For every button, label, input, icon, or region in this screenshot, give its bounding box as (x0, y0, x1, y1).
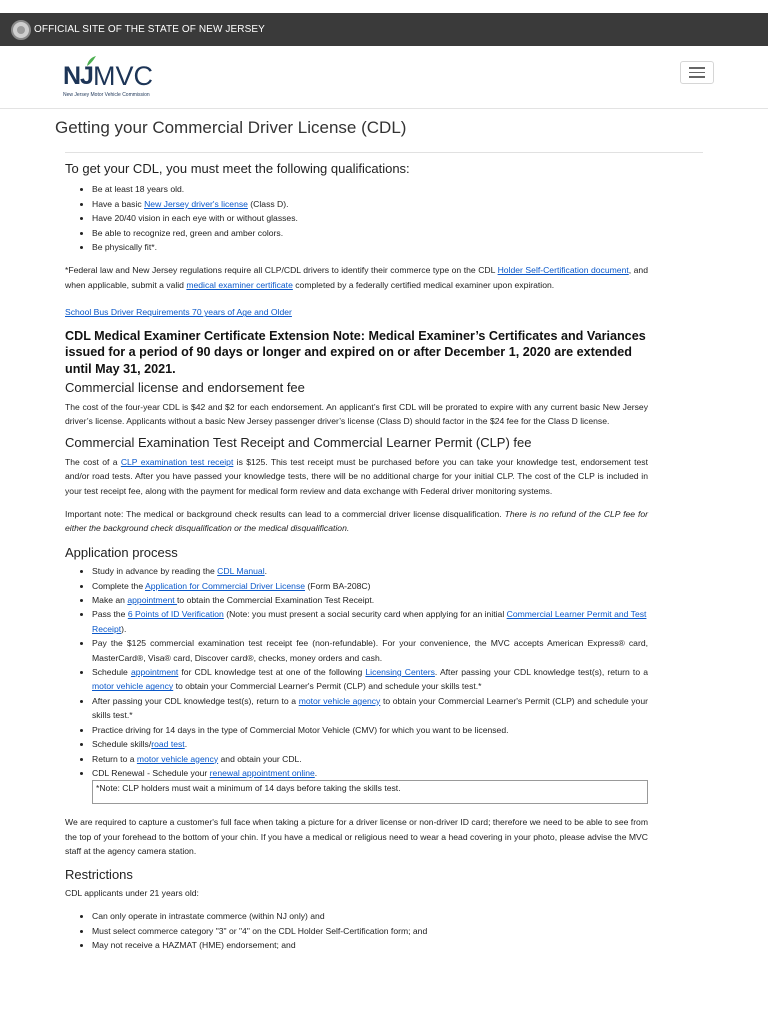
list-item (92, 636, 648, 665)
official-site-text: OFFICIAL SITE OF THE STATE OF NEW JERSEY (34, 24, 265, 35)
list-item (92, 197, 648, 211)
list-item-text: for CDL knowledge test at one of the following (178, 667, 366, 678)
motor-vehicle-agency-link[interactable]: motor vehicle agency (136, 753, 219, 764)
extension-note-heading: CDL Medical Examiner Certificate Extension Note: Medical Examiner’s Certificates and Variances issued for a period of 90 days or longer and expired on or after December 1, 2020 are extended until May 31, 2021. (65, 328, 646, 376)
list-item-text: Complete the (92, 580, 146, 591)
list-item-text: to obtain the Commercial Examination Test Receipt. (177, 595, 375, 606)
restrictions-list (65, 909, 648, 952)
list-item-text: Have 20/40 vision in each eye with or without glasses. (92, 213, 298, 224)
school-bus-requirements-link[interactable]: School Bus Driver Requirements 70 years of Age and Older (65, 307, 292, 318)
paragraph-text: , and when applicable, submit a valid (65, 265, 648, 290)
list-item-text: Be physically fit*. (92, 242, 157, 253)
list-item-text: After passing your CDL knowledge test(s), return to a (92, 695, 299, 706)
list-item (92, 752, 648, 766)
list-item (92, 182, 648, 196)
paragraph-text: *Federal law and New Jersey regulations require all CLP/CDL drivers to identify their commerce type on the CDL (65, 265, 498, 276)
motor-vehicle-agency-link[interactable]: motor vehicle agency (298, 695, 381, 706)
knowledge-test-appointment-link[interactable]: appointment (130, 667, 179, 678)
list-item: • Can only operate in intrastate commerce (within NJ only) and (92, 909, 648, 923)
photo-requirement-note: We are required to capture a customer's full face when taking a picture for a driver license or non-driver ID card; therefore we need to be able to see from the top of your forehead to the bottom of your chin. If you have a medical or religious need to wear a head covering in your photo, please advise the MVC staff at the agency camera station. (65, 817, 648, 857)
list-item-text: Return to a (92, 753, 137, 764)
federal-law-note (65, 263, 648, 292)
hamburger-icon-line (689, 67, 705, 69)
site-header (0, 46, 768, 109)
page-title: Getting your Commercial Driver License (CDL) (55, 118, 407, 137)
list-item-text: . (184, 739, 188, 750)
list-item (92, 607, 648, 636)
list-item-text: ). (121, 623, 127, 634)
licensing-centers-link[interactable]: Licensing Centers (365, 667, 435, 678)
list-item-text: Pay the $125 commercial examination test receipt fee (non-refundable). For your convenience, the MVC accepts American Express® card, MasterCard®, Visa® card, Discover card®, checks, money orders and cash. (92, 638, 648, 663)
list-item (92, 564, 648, 578)
official-site-bar (0, 13, 768, 46)
list-item-text: Be at least 18 years old. (92, 184, 185, 195)
logo-nj-text: NJ (63, 62, 93, 90)
list-item-text: . After passing your CDL knowledge test(s), return to a (434, 667, 648, 678)
restrictions-intro: CDL applicants under 21 years old: (65, 887, 199, 898)
list-item-text: to obtain your Commercial Learner's Permit (CLP) and schedule your skills test.* (173, 681, 482, 692)
road-test-link[interactable]: road test (151, 739, 185, 750)
list-item (92, 766, 648, 804)
paragraph-text: Important note: The medical or background check results can lead to a commercial driver license disqualification. (65, 509, 505, 519)
clp-fee-text (65, 455, 648, 498)
list-item-text: Be able to recognize red, green and amber colors. (92, 227, 284, 238)
main-content (65, 160, 648, 953)
nj-drivers-license-link[interactable]: New Jersey driver's license (144, 198, 248, 209)
refund-note-italic: There is no refund of the CLP fee for either the background check disqualification or the medical disqualification. (65, 509, 648, 534)
holder-self-certification-link[interactable]: Holder Self-Certification document (497, 265, 629, 276)
application-process-heading: Application process (65, 544, 178, 560)
important-note (65, 507, 648, 536)
qualifications-list (65, 182, 648, 254)
list-item (92, 593, 648, 607)
list-item-text: Schedule skills/ (92, 739, 152, 750)
qualifications-heading: To get your CDL, you must meet the following qualifications: (65, 161, 410, 176)
njmvc-logo[interactable] (63, 55, 173, 101)
id-verification-link[interactable]: 6 Points of ID Verification (127, 609, 224, 620)
list-item-text: Schedule (92, 667, 131, 678)
motor-vehicle-agency-link[interactable]: motor vehicle agency (92, 681, 174, 692)
list-item-text: to obtain your Commercial Learner's Permit (CLP) and schedule your skills test.* (92, 695, 648, 721)
list-item-text: . (314, 767, 318, 778)
list-item-text: Practice driving for 14 days in the type of Commercial Motor Vehicle (CMV) for which you want to be licensed. (92, 724, 509, 735)
paragraph-text: completed by a federally certified medical examiner upon expiration. (292, 279, 555, 290)
list-item-text: (Class D). (247, 198, 289, 209)
list-item-text: Make an (92, 595, 128, 606)
list-item (92, 737, 648, 751)
list-item (92, 211, 648, 225)
menu-toggle-button[interactable] (680, 61, 714, 84)
list-item-text: (Form BA-208C) (305, 580, 371, 591)
skills-test-note-box: *Note: CLP holders must wait a minimum of 14 days before taking the skills test. (92, 780, 648, 804)
list-item (92, 665, 648, 694)
hamburger-icon-line (689, 76, 705, 78)
clp-test-receipt-link[interactable]: Commercial Learner Permit and Test Receipt (92, 609, 647, 634)
list-item-text: Study in advance by reading the (92, 566, 218, 577)
list-item-text: . (264, 566, 268, 577)
state-seal-icon (11, 20, 31, 40)
list-item-text: and obtain your CDL. (218, 753, 302, 764)
list-item-text: Have a basic (92, 198, 145, 209)
list-item (92, 226, 648, 240)
medical-examiner-certificate-link[interactable]: medical examiner certificate (186, 279, 293, 290)
list-item: • Must select commerce category "3" or "4" on the CDL Holder Self-Certification form; and (92, 924, 648, 938)
paragraph-text: The cost of a (65, 456, 121, 467)
application-process-list (65, 564, 648, 804)
restrictions-heading: Restrictions (65, 866, 133, 882)
logo-subtitle: New Jersey Motor Vehicle Commission (63, 92, 150, 98)
cdl-application-link[interactable]: Application for Commercial Driver License (145, 580, 306, 591)
list-item: • May not receive a HAZMAT (HME) endorsement; and (92, 938, 648, 952)
hamburger-icon-line (689, 72, 705, 74)
clp-test-receipt-link[interactable]: CLP examination test receipt (120, 456, 234, 467)
list-item (92, 579, 648, 593)
title-divider (65, 152, 703, 153)
license-fee-text: The cost of the four-year CDL is $42 and $2 for each endorsement. An applicant’s first CDL will be prorated to expire with any current basic New Jersey driver’s license. Applicants without a basic New Jersey passenger driver’s license (Class D) should factor in the $24 fee for the Class D license. (65, 401, 648, 426)
paragraph-text: is $125. This test receipt must be purchased before you can take your knowledge test, endorsement test and/or road tests. After you have passed your knowledge tests, there will be no additional charge for your initial CLP. The cost of the CLP is included in your test receipt fee, along with the payment for medical form review and data exchange with Federal driver monitoring systems. (65, 456, 648, 496)
logo-mvc-text: MVC (93, 61, 153, 91)
renewal-appointment-link[interactable]: renewal appointment online (209, 767, 315, 778)
list-item-text: Pass the (92, 609, 128, 620)
list-item (92, 694, 648, 723)
list-item (92, 240, 648, 254)
clp-fee-heading: Commercial Examination Test Receipt and Commercial Learner Permit (CLP) fee (65, 435, 532, 451)
list-item-text: (Note: you must present a social security card when applying for an initial (223, 609, 507, 620)
cdl-manual-link[interactable]: CDL Manual (217, 566, 265, 577)
appointment-link[interactable]: appointment (127, 595, 178, 606)
list-item-text: CDL Renewal - Schedule your (92, 767, 210, 778)
list-item (92, 723, 648, 737)
license-fee-heading: Commercial license and endorsement fee (65, 380, 305, 396)
